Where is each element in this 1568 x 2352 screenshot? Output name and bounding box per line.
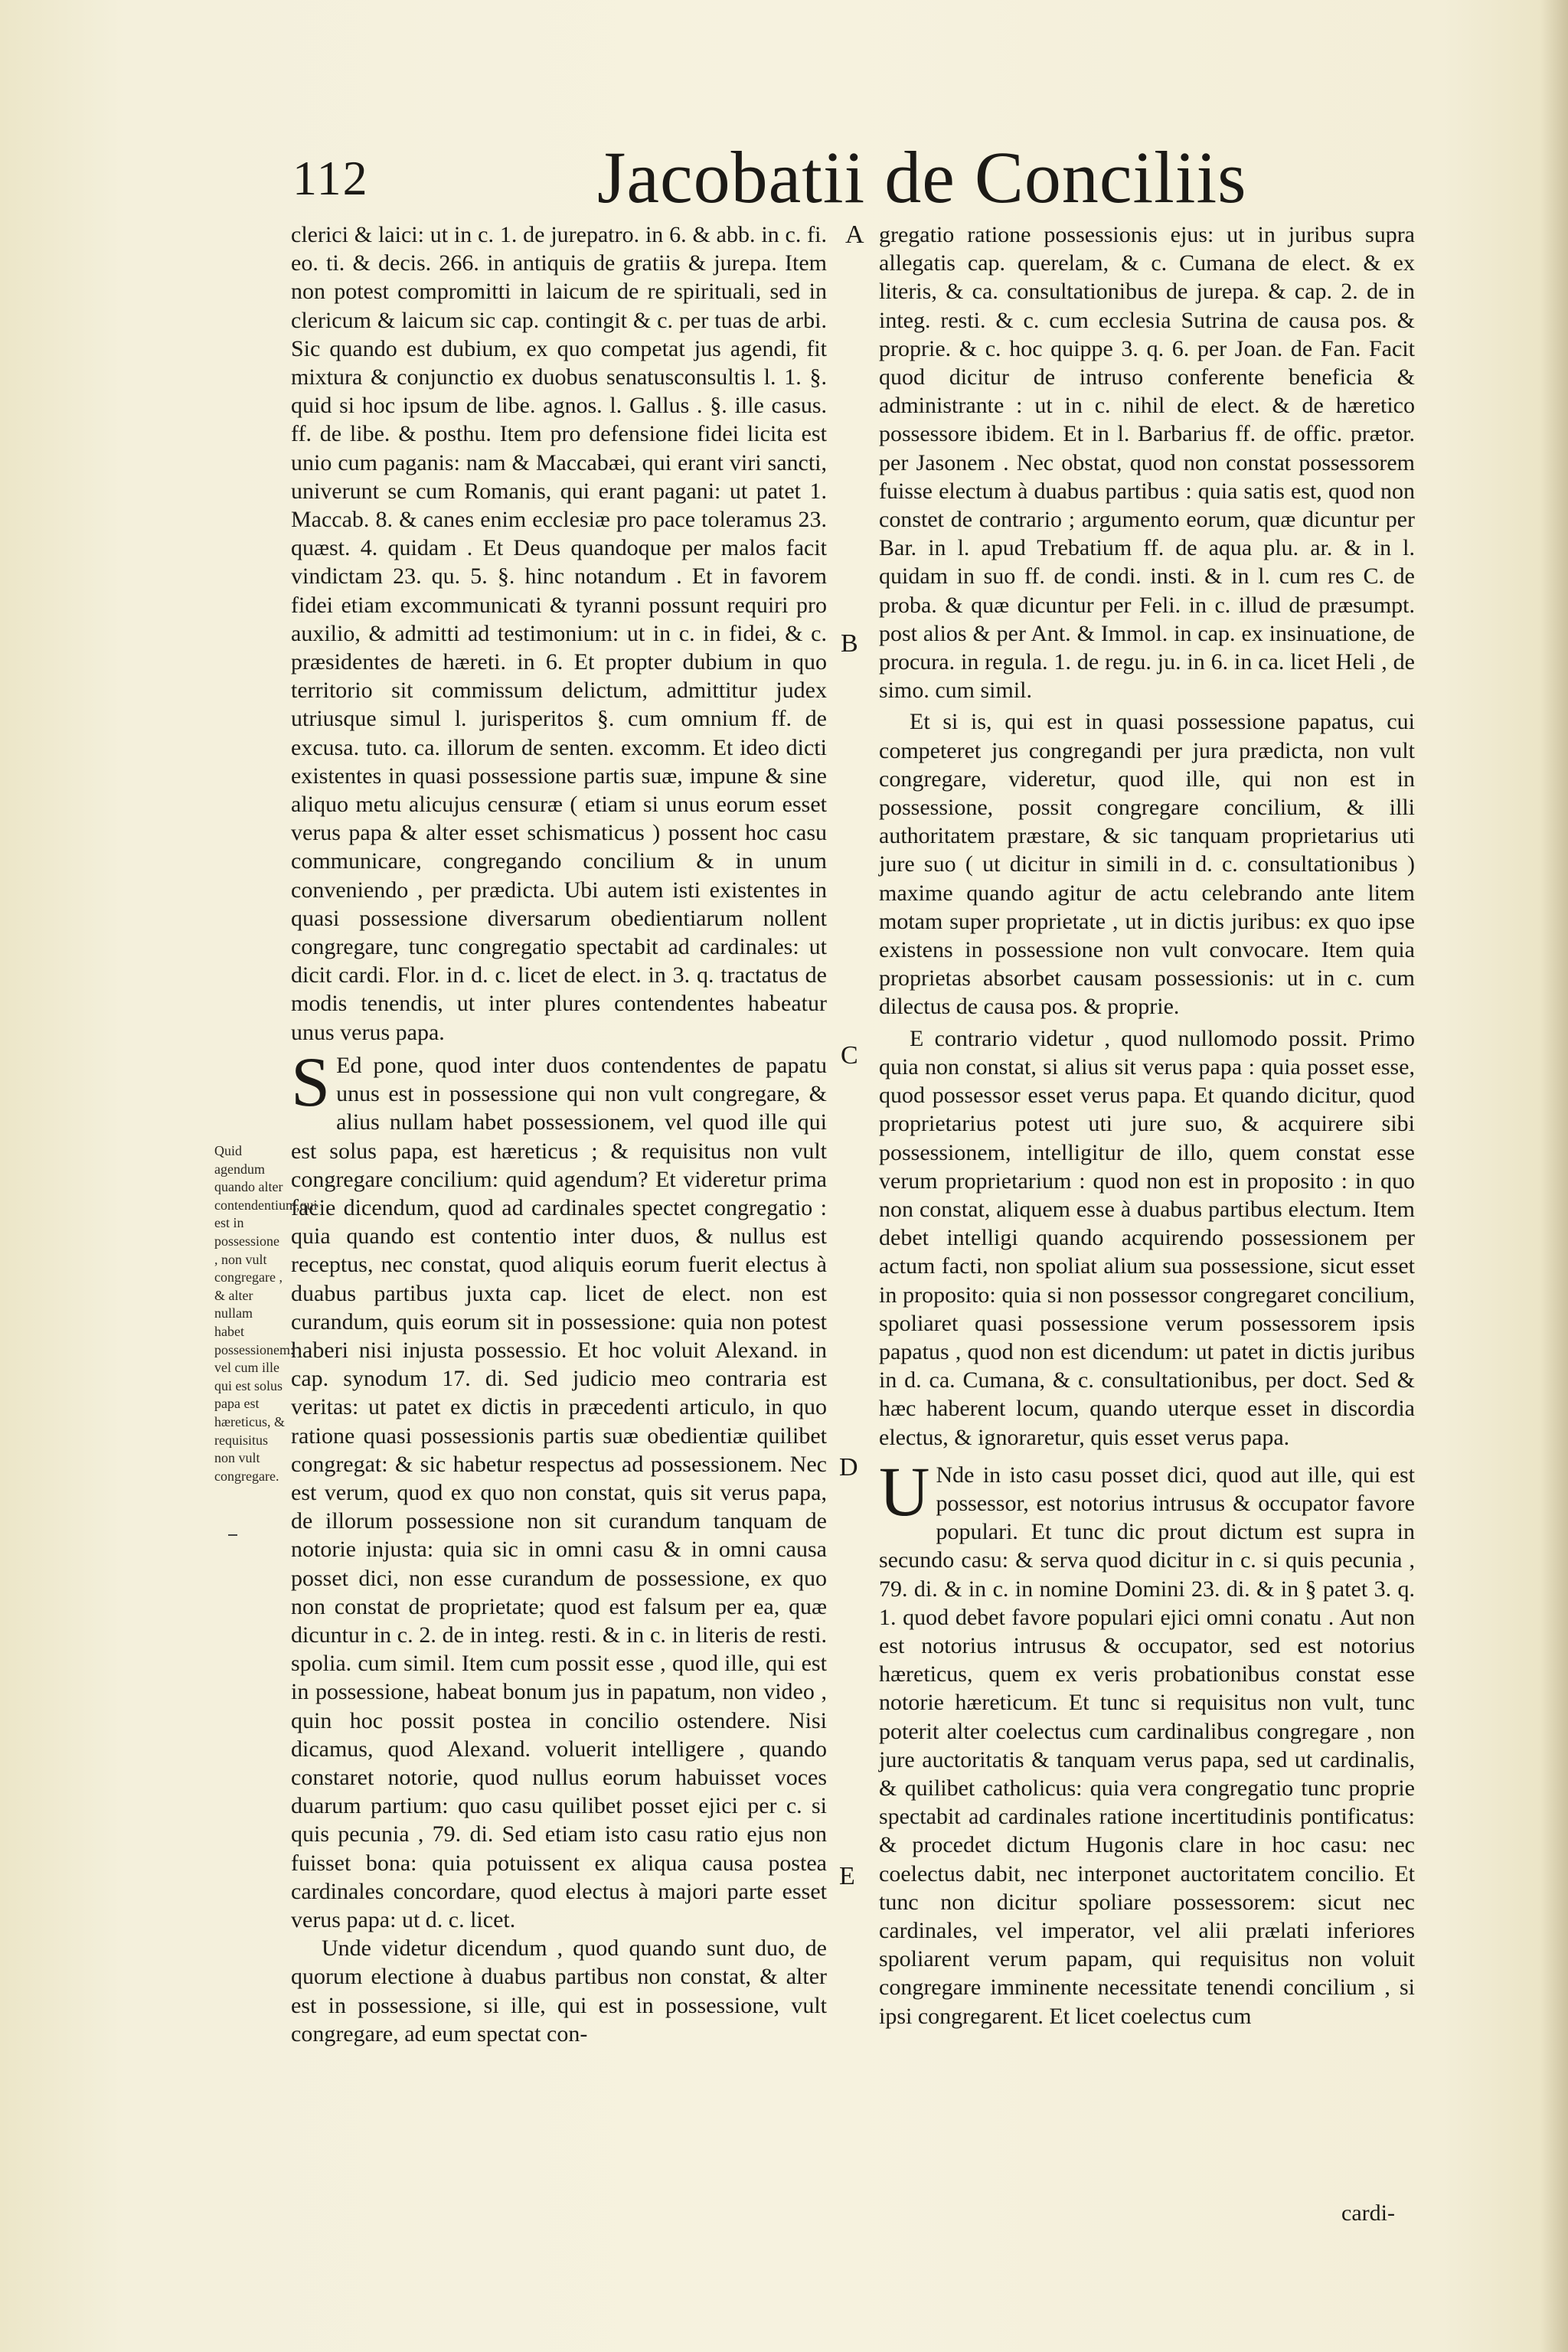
right-paragraph-4 <box>879 1452 1415 2030</box>
running-title: Jacobatii de Conciliis <box>597 136 1247 218</box>
left-paragraph-2 <box>291 1042 827 1934</box>
margin-letter-e: E <box>839 1862 855 1890</box>
right-paragraph-3: E contrario videtur , quod nullomodo possit. Primo quia non constat, si alius sit verus papa : quia posset esse, quod possessor esset verus papa. Et quando dicitur, quod proprietarius potest uti jure suo, & acquirere sibi possessionem, intelligitur de illo, quem constat esse verum proprietarium : quod non est in proposito : in quo non constat, aliquem esse à duabus partibus electum. Item debet intelligi quando acquirendo possessionem per actum facti, non spoliat alium sua possessione, sicut esset in proposito: quia si non possessor congregaret concilium, spoliaret quasi possessione verum possessorem ipsis papatus , quod non est dicendum: ut patet in dictis juribus in d. ca. Cumana, & c. consultationibus, per doct. Sed & hæc haberent locum, quando uterque esset in discordia electus, & ignoraretur, quis esset verus papa. <box>879 1025 1415 1450</box>
margin-letter-b: B <box>841 629 858 658</box>
margin-letter-a: A <box>845 220 864 249</box>
left-paragraph-3: Unde videtur dicendum , quod quando sunt duo, de quorum electione à duabus partibus non constat, & alter est in possessione, si ille, qui est in possessione, vult congregare, ad eum spectat con- <box>291 1936 827 2047</box>
catchword: cardi- <box>1341 2200 1395 2226</box>
right-column <box>879 220 1415 2196</box>
page-number: 112 <box>292 151 369 205</box>
margin-letter-d: D <box>839 1453 858 1481</box>
right-paragraph-4-text: Nde in isto casu posset dici, quod aut ille, qui est possessor, est notorius intrusus & occupator favore populari. Et tunc dic prout dictum est supra in secundo casu: & serva quod dicitur in c. si quis pecunia , 79. di. & in c. in nomine Domini 23. di. & in § patet 3. q. 1. quod debet favore populari ejici omni conatu . Aut non est notorius intrusus & occupator, sed est notorius hæreticus, quem ex veris probationibus constat esse notorie hæreticum. Et tunc si requisitus non vult, tunc poterit alter coelectus cum cardinalibus congregare , non jure auctoritatis & tanquam verus papa, sed ut cardinalis, & quilibet catholicus: quia vera congregatio tunc proprie spectabit ad cardinales ratione incertitudinis pontificatus: & procedet dictum Hugonis clare in hoc casu: nec coelectus dabit, nec interponet auctoritatem concilio. Et tunc non dicitur spoliare possessorem: sicut nec cardinales, vel imperator, vel alii prælati inferiores spoliarent verum papam, qui requisitus non voluit congregare imminente necessitate tenendi concilium , si ipsi congregarent. Et licet coelectus cum <box>879 1462 1415 2029</box>
right-paragraph-2: Et si is, qui est in quasi possessione papatus, cui competeret jus congregandi per jura prædicta, non vult congregare, videretur, quod ille, qui non est in possessione, possit congregare concilium, & illi authoritatem præstare, & sic tanquam proprietarius uti jure suo ( ut dicitur in simili in d. c. consultationibus ) maxime quando agitur de actu celebrando ante litem motam super proprietate , ut in dictis juribus: ex quo ipse existens in possessione non vult convocare. Item quia proprietas absorbet causam possessionis: ut in c. cum dilectus de causa pos. & proprie. <box>879 709 1415 1020</box>
right-paragraph-1: gregatio ratione possessionis ejus: ut in juribus supra allegatis cap. querelam, & c. Cumana de elect. & ex literis, & ca. consultationibus de jurepa. & cap. 2. de in integ. resti. & c. cum ecclesia Sutrina de causa pos. & proprie. & c. hoc quippe 3. q. 6. per Joan. de Fan. Facit quod dicitur de intruso conferente beneficia & administrante : ut in c. nihil de elect. & de hæretico possessore ibidem. Et in l. Barbarius ff. de offic. prætor. per Jasonem . Nec obstat, quod non constat possessorem fuisse electum à duabus partibus : quia satis est, quod non constet de contrario ; argumento eorum, quæ dicuntur per Bar. in l. apud Trebatium ff. de aqua plu. ar. & in l. quidam in suo ff. de condi. insti. & in l. cum res C. de proba. & quæ dicuntur per Feli. in c. illud de præsumpt. post alios & per Ant. & Immol. in cap. ex insinuatione, de procura. in regula. 1. de regu. ju. in 6. in ca. licet Heli , de simo. cum simil. <box>879 222 1415 704</box>
page-edge-shadow <box>1540 0 1568 2352</box>
left-paragraph-1: clerici & laici: ut in c. 1. de jurepatro. in 6. & abb. in c. fi. eo. ti. & decis. 266. in antiquis de gratiis & jurepa. Item non potest compromitti in laicum de re spirituali, sed in clericum & laicum sic cap. contingit & c. per tuas de arbi. Sic quando est dubium, ex quo competat jus agendi, fit mixtura & conjunctio ex duobus senatusconsultis l. 1. §. quid si hoc ipsum de libe. agnos. l. Gallus . §. ille casus. ff. de libe. & posthu. Item pro defensione fidei licita est unio cum paganis: nam & Maccabæi, qui erant viri sancti, univerunt se cum Romanis, qui erant pagani: ut patet 1. Maccab. 8. & canes enim ecclesiæ pro pace toleramus 23. quæst. 4. quidam . Et Deus quandoque per malos facit vindictam 23. qu. 5. §. hinc notandum . Et in favorem fidei etiam excommunicati & tyranni possunt requiri pro auxilio, & admitti ad testimonium: ut in c. in fidei, & c. præsidentes de hæreti. in 6. Et propter dubium in quo territorio sit commissum delictum, admittitur judex utriusque simul l. jurisperitos §. cum omnium ff. de excusa. tuto. ca. illorum de senten. excomm. Et ideo dicti existentes in quasi possessione partis suæ, impune & sine aliquo metu alicujus censuræ ( etiam si unus eorum esset verus papa & alter esset schismaticus ) possent hoc casu communicare, congregando concilium & in unum conveniendo , per prædicta. Ubi autem isti existentes in quasi possessione diversarum obedientiarum nollent congregare, tunc congregatio spectabit ad cardinales: ut dicit cardi. Flor. in d. c. licet de elect. in 3. q. tractatus de modis tenendis, ut inter plures contendentes habeatur unus verus papa. <box>291 222 827 1045</box>
marginal-dash <box>228 1534 237 1536</box>
left-paragraph-2-text: Ed pone, quod inter duos contendentes de papatu unus est in possessione qui non vult congregare, & alius nullam habet possessionem, vel quod ille qui est solus papa, est hæreticus ; & requisitus non vult congregare concilium: quid agendum? Et videretur prima facie dicendum, quod ad cardinales spectet congregatio : quia quando est contentio inter duos, & nullus est receptus, nec constat, quod aliquis eorum fuerit electus à duabus partibus juxta cap. licet de elect. non est curandum, quis eorum sit in possessione: quia non potest haberi nisi injusta possessio. Et hoc voluit Alexand. in cap. synodum 17. di. Sed judicio meo contraria est veritas: ut patet ex dictis in præcedenti articulo, in quo ratione quasi possessionis partis suæ obedientiæ quilibet congregat: & sic habetur respectus ad possessionem. Nec est verum, quod ex quo non constat, quis sit verus papa, de illorum possessione non sit curandum tanquam de notorie injusta: quia sic in omni casu & in omni causa posset dici, non esse curandum de possessione, ex quo non constat de proprietate; quod est falsum per ea, quæ dicuntur in c. 2. de in integ. resti. & in c. in literis de resti. spolia. cum simil. Item cum possit esse , quod ille, qui est in possessione, habeat bonum jus in papatum, non video , quin hoc possit postea in concilio ostendere. Nisi dicamus, quod Alexand. voluerit intelligere , quando constaret notorie, quod nullus eorum habuisset voces duarum partium: quo casu quilibet posset ejici per c. si quis pecunia , 79. di. Sed etiam isto casu ratio ejus non fuisset bona: quia potuissent ex aliqua causa postea cardinales concordare, quod electus à majori parte esset verus papa: ut d. c. licet. <box>291 1052 827 1932</box>
marginal-note: Quid agendum quando alter contendentium,qui est in possessione , non vult congregare , & alter nullam habet possessionem: vel cum ille qui est solus papa est hæreticus, & requisitus non vult congregare. <box>214 1143 318 1484</box>
left-column <box>291 220 827 2180</box>
margin-letter-c: C <box>841 1041 858 1070</box>
drop-cap-u: U <box>879 1452 930 1530</box>
drop-cap-s: S <box>291 1042 331 1121</box>
